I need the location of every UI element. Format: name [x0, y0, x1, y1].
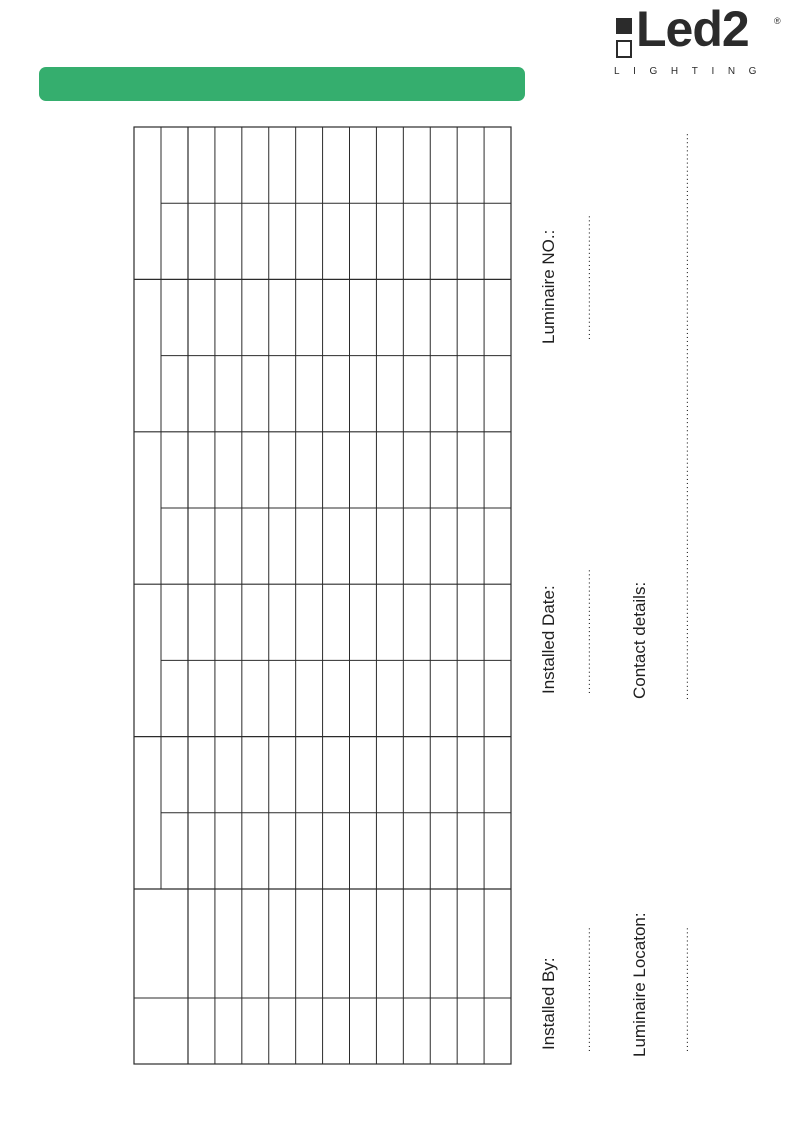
luminaire-location-field[interactable]: ............................... — [679, 926, 691, 1052]
contact-details-field[interactable]: ............................................................................................................................................ — [679, 132, 691, 700]
installed-by-label: Installed By: — [539, 957, 558, 1050]
logo-tagline: LIGHTING — [614, 66, 771, 77]
installed-by-field[interactable]: ............................... — [581, 926, 593, 1052]
logo-registered-mark: ® — [774, 16, 781, 26]
luminaire-no-label: Luminaire NO.: — [539, 229, 558, 344]
logo-wordmark: Led2 — [636, 1, 749, 57]
luminaire-no-field[interactable]: ............................... — [581, 214, 593, 340]
luminaire-location-label: Luminaire Locaton: — [630, 912, 649, 1057]
installed-date-field[interactable]: ............................... — [581, 568, 593, 694]
installed-date-label: Installed Date: — [539, 585, 558, 694]
contact-details-label: Contact details: — [630, 581, 649, 699]
